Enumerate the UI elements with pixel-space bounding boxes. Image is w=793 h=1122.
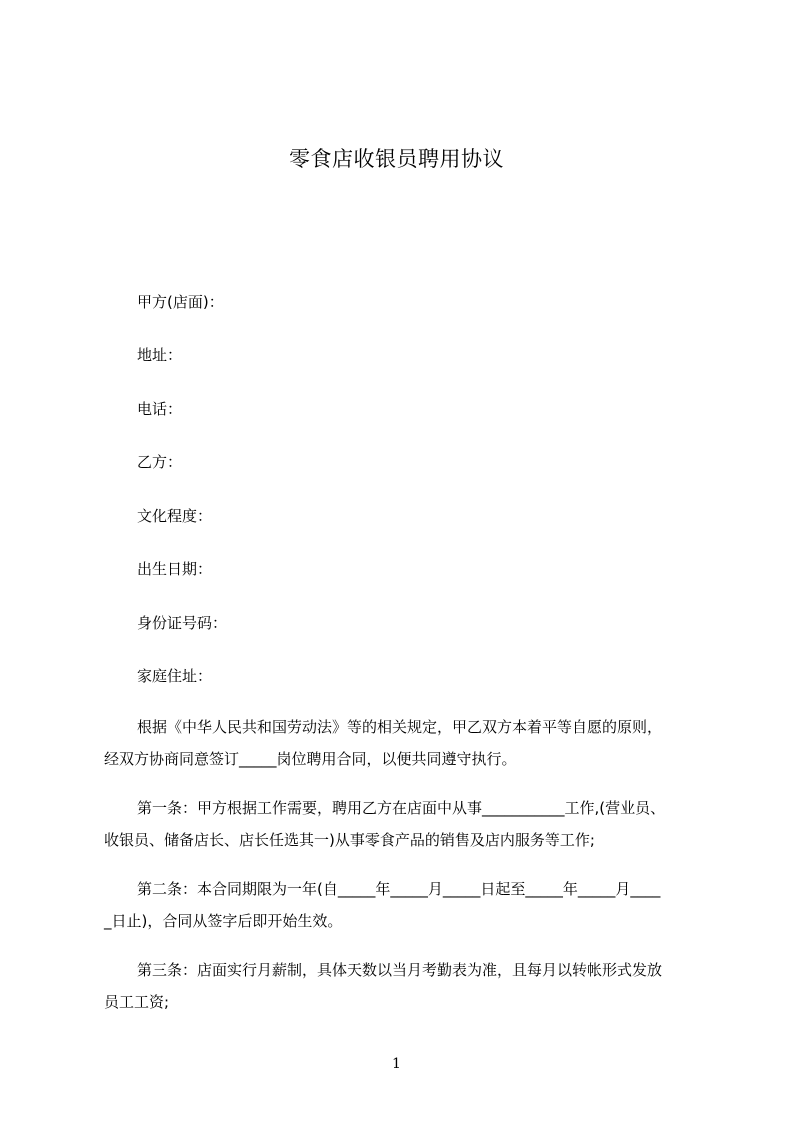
paragraph-line: 第一条：甲方根据工作需要，聘用乙方在店面中从事___________工作,(营业员、 — [137, 799, 666, 817]
field-education: 文化程度： — [137, 507, 213, 525]
field-address: 地址： — [137, 346, 183, 364]
paragraph-article-2 — [104, 873, 704, 937]
paragraph-line: 经双方协商同意签订_____岗位聘用合同，以便共同遵守执行。 — [104, 750, 517, 768]
paragraph-line: 第二条：本合同期限为一年(自_____年_____月_____日起至_____年_____月____ — [137, 880, 661, 898]
field-home-address: 家庭住址： — [137, 667, 213, 685]
field-phone: 电话： — [137, 400, 183, 418]
paragraph-article-3 — [104, 954, 704, 1018]
page-number: 1 — [392, 1056, 401, 1072]
field-birth-date: 出生日期： — [137, 560, 213, 578]
field-party-a: 甲方(店面)： — [137, 293, 224, 311]
paragraph-article-1 — [104, 792, 704, 856]
document-title: 零食店收银员聘用协议 — [289, 147, 504, 171]
paragraph-line: 根据《中华人民共和国劳动法》等的相关规定，甲乙双方本着平等自愿的原则， — [137, 718, 663, 736]
paragraph-line: 第三条：店面实行月薪制，具体天数以当月考勤表为准，且每月以转帐形式发放 — [137, 961, 663, 979]
field-id-number: 身份证号码： — [137, 614, 228, 632]
field-party-b: 乙方： — [137, 453, 183, 471]
paragraph-line: 收银员、储备店长、店长任选其一)从事零食产品的销售及店内服务等工作; — [104, 831, 595, 849]
paragraph-preamble — [104, 711, 704, 775]
paragraph-line: _日止)，合同从签字后即开始生效。 — [104, 912, 343, 930]
paragraph-line: 员工工资; — [104, 993, 170, 1011]
